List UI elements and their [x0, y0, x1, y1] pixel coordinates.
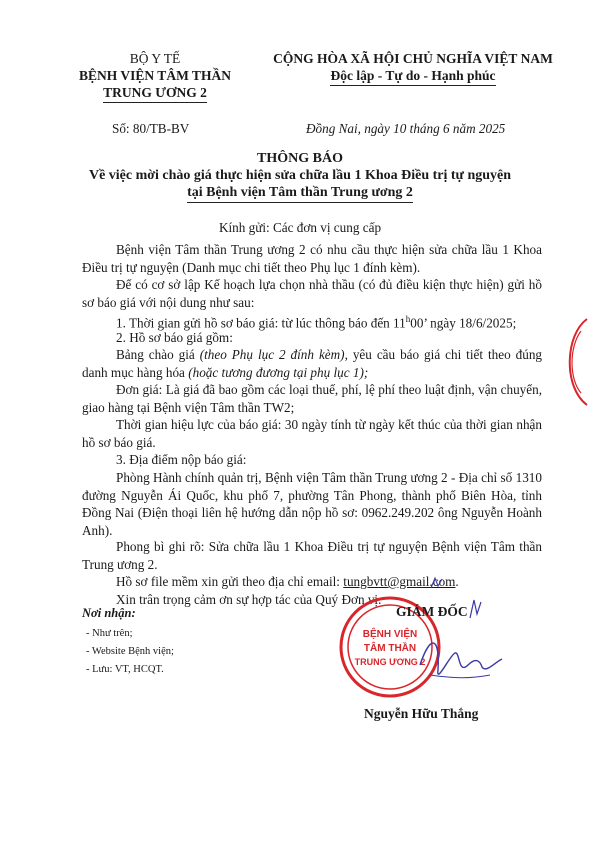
initial-mark-thanks: [430, 576, 444, 590]
paragraph-unit-price: Đơn giá: Là giá đã bao gồm các loại thuế, phí, lệ phí theo luật định, vận chuyển, giao hàng tại Bệnh viện Tâm thần TW2;: [82, 382, 542, 415]
edge-seal-fragment: [551, 317, 591, 407]
paragraph-email: Hồ sơ file mềm xin gửi theo địa chỉ email: tungbvtt@gmail.com.: [116, 574, 459, 589]
ministry-name: BỘ Y TẾ: [129, 51, 181, 66]
notice-heading: THÔNG BÁO: [257, 151, 343, 166]
hospital-name-line2: TRUNG ƯƠNG 2: [103, 84, 207, 103]
national-motto: Độc lập - Tự do - Hạnh phúc: [330, 67, 495, 86]
national-header: [258, 50, 568, 86]
place-date: Đồng Nai, ngày 10 tháng 6 năm 2025: [306, 121, 506, 136]
initial-mark-signature: [468, 598, 484, 620]
country-name: CỘNG HÒA XÃ HỘI CHỦ NGHĨA VIỆT NAM: [273, 51, 553, 66]
recipients-label: Nơi nhận: [82, 606, 132, 620]
document-number: Số: 80/TB-BV: [112, 121, 190, 136]
paragraph-envelope: Phong bì ghi rõ: Sửa chữa lầu 1 Khoa Điều trị tự nguyện Bệnh viện Tâm thần Trung ương 2.: [82, 539, 542, 572]
seal-line2: TÂM THẦN: [363, 643, 417, 654]
paragraph-validity: Thời gian hiệu lực của báo giá: 30 ngày tính từ ngày kết thúc của thời gian nhận hồ sơ báo giá.: [82, 417, 542, 450]
recipients-block: Nơi nhận:: [82, 606, 136, 620]
recipient-item: - Website Bệnh viện;: [86, 646, 174, 657]
recipient-line: Kính gửi: Các đơn vị cung cấp: [218, 220, 382, 235]
item-1-deadline: 1. Thời gian gửi hồ sơ báo giá: từ lúc thông báo đến 11$^h$00’ ngày 18/6/2025;: [116, 314, 517, 331]
notice-title-block: [60, 150, 540, 203]
hospital-name-line1: BỆNH VIỆN TÂM THẦN: [79, 68, 231, 83]
recipients-list: [86, 625, 174, 679]
paragraph-address: Phòng Hành chính quản trị, Bệnh viện Tâm thần Trung ương 2 - Địa chỉ số 1310 đường Nguyễn Ái Quốc, khu phố 7, phường Tân Phong, thành phố Biên Hòa, tỉnh Đồng Nai (Điện thoại liên hệ hướng dẫn nộp hồ sơ: 0962.249.202 ông Nguyễn Hoành Anh).: [82, 470, 542, 538]
item-2-heading: 2. Hồ sơ báo giá gồm:: [116, 330, 233, 345]
seal-line3: TRUNG ƯƠNG 2: [354, 657, 426, 667]
paragraph-price-sheet: Bảng chào giá (theo Phụ lục 2 đính kèm), yêu cầu báo giá chi tiết theo đúng danh mục hàng hóa (hoặc tương đương tại phụ lục 1);: [82, 347, 543, 380]
paragraph-purpose: Để có cơ sở lập Kế hoạch lựa chọn nhà thầu (có đủ điều kiện thực hiện) gửi hồ sơ báo giá với nội dung như sau:: [82, 277, 542, 310]
signer-name: Nguyễn Hữu Thắng: [364, 706, 479, 721]
seal-line1: BỆNH VIỆN: [362, 629, 418, 640]
notice-subject-line1: Về việc mời chào giá thực hiện sửa chữa lầu 1 Khoa Điều trị tự nguyện: [88, 168, 512, 183]
paragraph-intro: Bệnh viện Tâm thần Trung ương 2 có nhu cầu thực hiện sửa chữa lầu 1 Khoa Điều trị tự nguyện (Danh mục chi tiết theo Phụ lục 1 đính kèm).: [82, 242, 542, 275]
recipient-item: - Như trên;: [86, 628, 133, 639]
issuer-block: [70, 50, 240, 103]
email-link[interactable]: tungbvtt@gmail.com: [343, 574, 456, 589]
recipient-item: - Lưu: VT, HCQT.: [86, 664, 164, 675]
signer-title: GIÁM ĐỐC: [396, 604, 468, 619]
handwritten-signature: [410, 625, 510, 695]
paragraph-thanks: Xin trân trọng cảm ơn sự hợp tác của Quý Đơn vị.: [116, 592, 382, 607]
item-3-heading: 3. Địa điểm nộp báo giá:: [116, 452, 247, 467]
notice-subject-line2: tại Bệnh viện Tâm thần Trung ương 2: [187, 184, 413, 203]
